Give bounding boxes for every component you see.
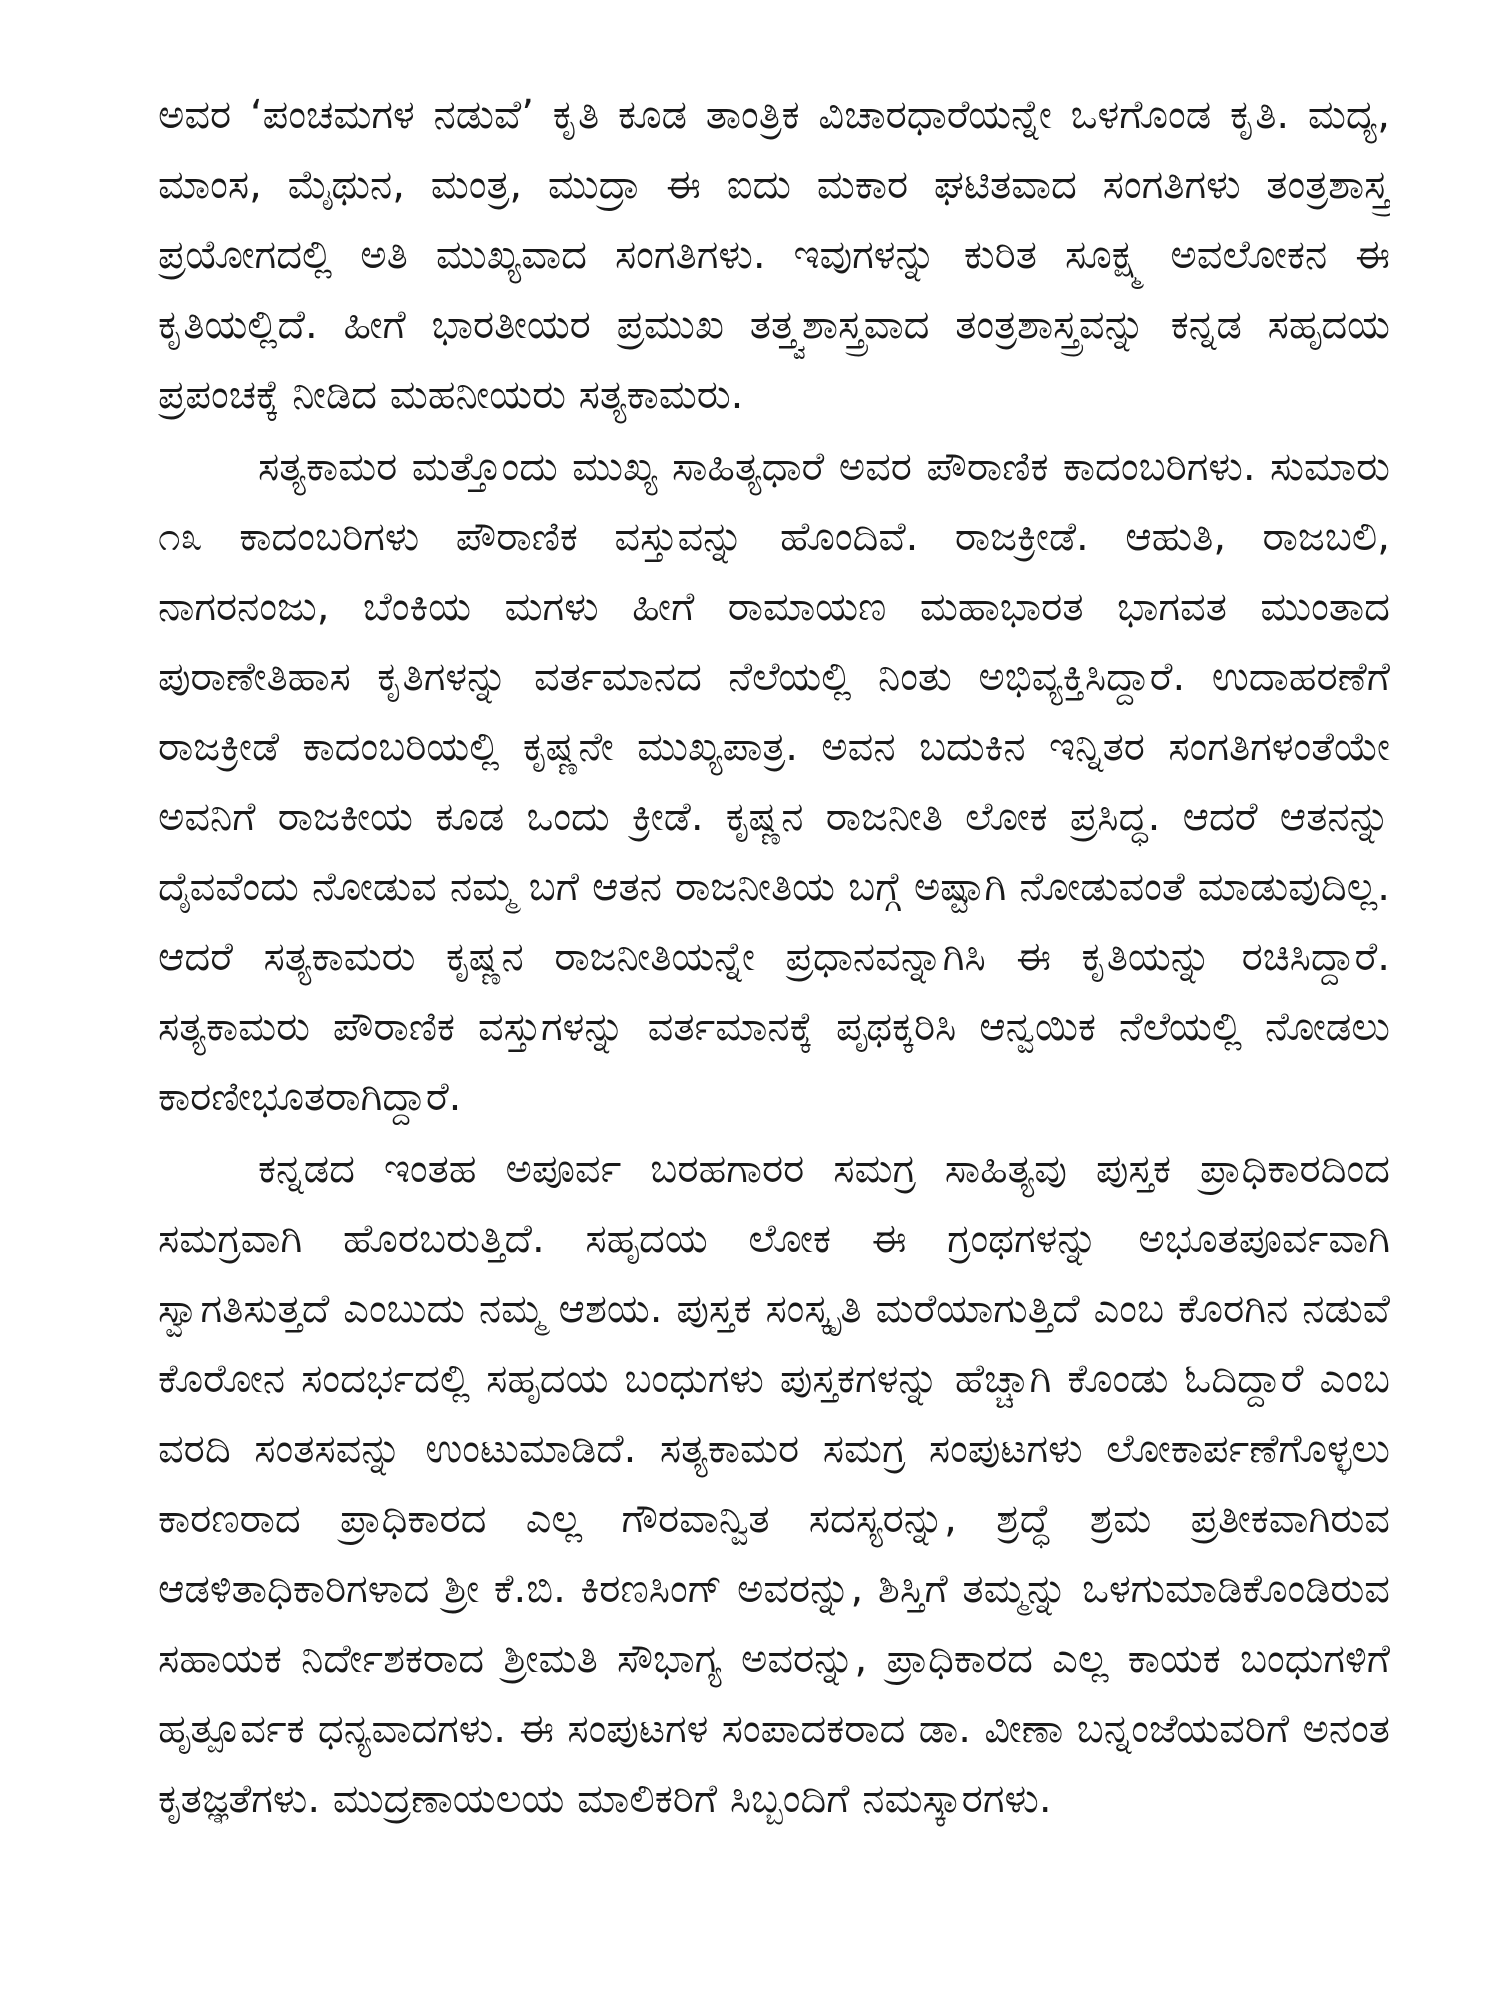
paragraph-tantra-works: ಅವರ ‘ಪಂಚಮಗಳ ನಡುವೆ’ ಕೃತಿ ಕೂಡ ತಾಂತ್ರಿಕ ವಿಚಾರಧಾರೆಯನ್ನೇ ಒಳಗೊಂಡ ಕೃತಿ. ಮದ್ಯ, ಮಾಂಸ, ಮೈಥುನ, ಮಂತ್ರ, ಮುದ್ರಾ ಈ ಐದು ಮಕಾರ ಘಟಿತವಾದ ಸಂಗತಿಗಳು ತಂತ್ರಶಾಸ್ತ್ರ ಪ್ರಯೋಗದಲ್ಲಿ ಅತಿ ಮುಖ್ಯವಾದ ಸಂಗತಿಗಳು. ಇವುಗಳನ್ನು ಕುರಿತ ಸೂಕ್ಷ್ಮ ಅವಲೋಕನ ಈ ಕೃತಿಯಲ್ಲಿದೆ. ಹೀಗೆ ಭಾರತೀಯರ ಪ್ರಮುಖ ತತ್ತ್ವಶಾಸ್ತ್ರವಾದ ತಂತ್ರಶಾಸ್ತ್ರವನ್ನು ಕನ್ನಡ ಸಹೃದಯ ಪ್ರಪಂಚಕ್ಕೆ ನೀಡಿದ ಮಹನೀಯರು ಸತ್ಯಕಾಮರು. bbox=[158, 92, 1390, 418]
paragraph-puranic-novels: ಸತ್ಯಕಾಮರ ಮತ್ತೊಂದು ಮುಖ್ಯ ಸಾಹಿತ್ಯಧಾರೆ ಅವರ ಪೌರಾಣಿಕ ಕಾದಂಬರಿಗಳು. ಸುಮಾರು ೧೩ ಕಾದಂಬರಿಗಳು ಪೌರಾಣಿಕ ವಸ್ತುವನ್ನು ಹೊಂದಿವೆ. ರಾಜಕ್ರೀಡೆ. ಆಹುತಿ, ರಾಜಬಲಿ, ನಾಗರನಂಜು, ಬೆಂಕಿಯ ಮಗಳು ಹೀಗೆ ರಾಮಾಯಣ ಮಹಾಭಾರತ ಭಾಗವತ ಮುಂತಾದ ಪುರಾಣೇತಿಹಾಸ ಕೃತಿಗಳನ್ನು ವರ್ತಮಾನದ ನೆಲೆಯಲ್ಲಿ ನಿಂತು ಅಭಿವ್ಯಕ್ತಿಸಿದ್ದಾರೆ. ಉದಾಹರಣೆಗೆ ರಾಜಕ್ರೀಡೆ ಕಾದಂಬರಿಯಲ್ಲಿ ಕೃಷ್ಣನೇ ಮುಖ್ಯಪಾತ್ರ. ಅವನ ಬದುಕಿನ ಇನ್ನಿತರ ಸಂಗತಿಗಳಂತೆಯೇ ಅವನಿಗೆ ರಾಜಕೀಯ ಕೂಡ ಒಂದು ಕ್ರೀಡೆ. ಕೃಷ್ಣನ ರಾಜನೀತಿ ಲೋಕ ಪ್ರಸಿದ್ಧ. ಆದರೆ ಆತನನ್ನು ದೈವವೆಂದು ನೋಡುವ ನಮ್ಮ ಬಗೆ ಆತನ ರಾಜನೀತಿಯ ಬಗ್ಗೆ ಅಷ್ಟಾಗಿ ನೋಡುವಂತೆ ಮಾಡುವುದಿಲ್ಲ. ಆದರೆ ಸತ್ಯಕಾಮರು ಕೃಷ್ಣನ ರಾಜನೀತಿಯನ್ನೇ ಪ್ರಧಾನವನ್ನಾಗಿಸಿ ಈ ಕೃತಿಯನ್ನು ರಚಿಸಿದ್ದಾರೆ. ಸತ್ಯಕಾಮರು ಪೌರಾಣಿಕ ವಸ್ತುಗಳನ್ನು ವರ್ತಮಾನಕ್ಕೆ ಪೃಥಕ್ಕರಿಸಿ ಆನ್ವಯಿಕ ನೆಲೆಯಲ್ಲಿ ನೋಡಲು ಕಾರಣೀಭೂತರಾಗಿದ್ದಾರೆ. bbox=[158, 444, 1390, 1120]
document-page bbox=[158, 80, 1390, 1960]
paragraph-acknowledgements: ಕನ್ನಡದ ಇಂತಹ ಅಪೂರ್ವ ಬರಹಗಾರರ ಸಮಗ್ರ ಸಾಹಿತ್ಯವು ಪುಸ್ತಕ ಪ್ರಾಧಿಕಾರದಿಂದ ಸಮಗ್ರವಾಗಿ ಹೊರಬರುತ್ತಿದೆ. ಸಹೃದಯ ಲೋಕ ಈ ಗ್ರಂಥಗಳನ್ನು ಅಭೂತಪೂರ್ವವಾಗಿ ಸ್ವಾಗತಿಸುತ್ತದೆ ಎಂಬುದು ನಮ್ಮ ಆಶಯ. ಪುಸ್ತಕ ಸಂಸ್ಕೃತಿ ಮರೆಯಾಗುತ್ತಿದೆ ಎಂಬ ಕೊರಗಿನ ನಡುವೆ ಕೊರೋನ ಸಂದರ್ಭದಲ್ಲಿ ಸಹೃದಯ ಬಂಧುಗಳು ಪುಸ್ತಕಗಳನ್ನು ಹೆಚ್ಚಾಗಿ ಕೊಂಡು ಓದಿದ್ದಾರೆ ಎಂಬ ವರದಿ ಸಂತಸವನ್ನು ಉಂಟುಮಾಡಿದೆ. ಸತ್ಯಕಾಮರ ಸಮಗ್ರ ಸಂಪುಟಗಳು ಲೋಕಾರ್ಪಣೆಗೊಳ್ಳಲು ಕಾರಣರಾದ ಪ್ರಾಧಿಕಾರದ ಎಲ್ಲ ಗೌರವಾನ್ವಿತ ಸದಸ್ಯರನ್ನು, ಶ್ರದ್ಧೆ ಶ್ರಮ ಪ್ರತೀಕವಾಗಿರುವ ಆಡಳಿತಾಧಿಕಾರಿಗಳಾದ ಶ್ರೀ ಕೆ.ಬಿ. ಕಿರಣಸಿಂಗ್ ಅವರನ್ನು, ಶಿಸ್ತಿಗೆ ತಮ್ಮನ್ನು ಒಳಗುಮಾಡಿಕೊಂಡಿರುವ ಸಹಾಯಕ ನಿರ್ದೇಶಕರಾದ ಶ್ರೀಮತಿ ಸೌಭಾಗ್ಯ ಅವರನ್ನು, ಪ್ರಾಧಿಕಾರದ ಎಲ್ಲ ಕಾಯಕ ಬಂಧುಗಳಿಗೆ ಹೃತ್ಪೂರ್ವಕ ಧನ್ಯವಾದಗಳು. ಈ ಸಂಪುಟಗಳ ಸಂಪಾದಕರಾದ ಡಾ. ವೀಣಾ ಬನ್ನಂಜೆಯವರಿಗೆ ಅನಂತ ಕೃತಜ್ಞತೆಗಳು. ಮುದ್ರಣಾಯಲಯ ಮಾಲಿಕರಿಗೆ ಸಿಬ್ಬಂದಿಗೆ ನಮಸ್ಕಾರಗಳು. bbox=[158, 1146, 1390, 1822]
